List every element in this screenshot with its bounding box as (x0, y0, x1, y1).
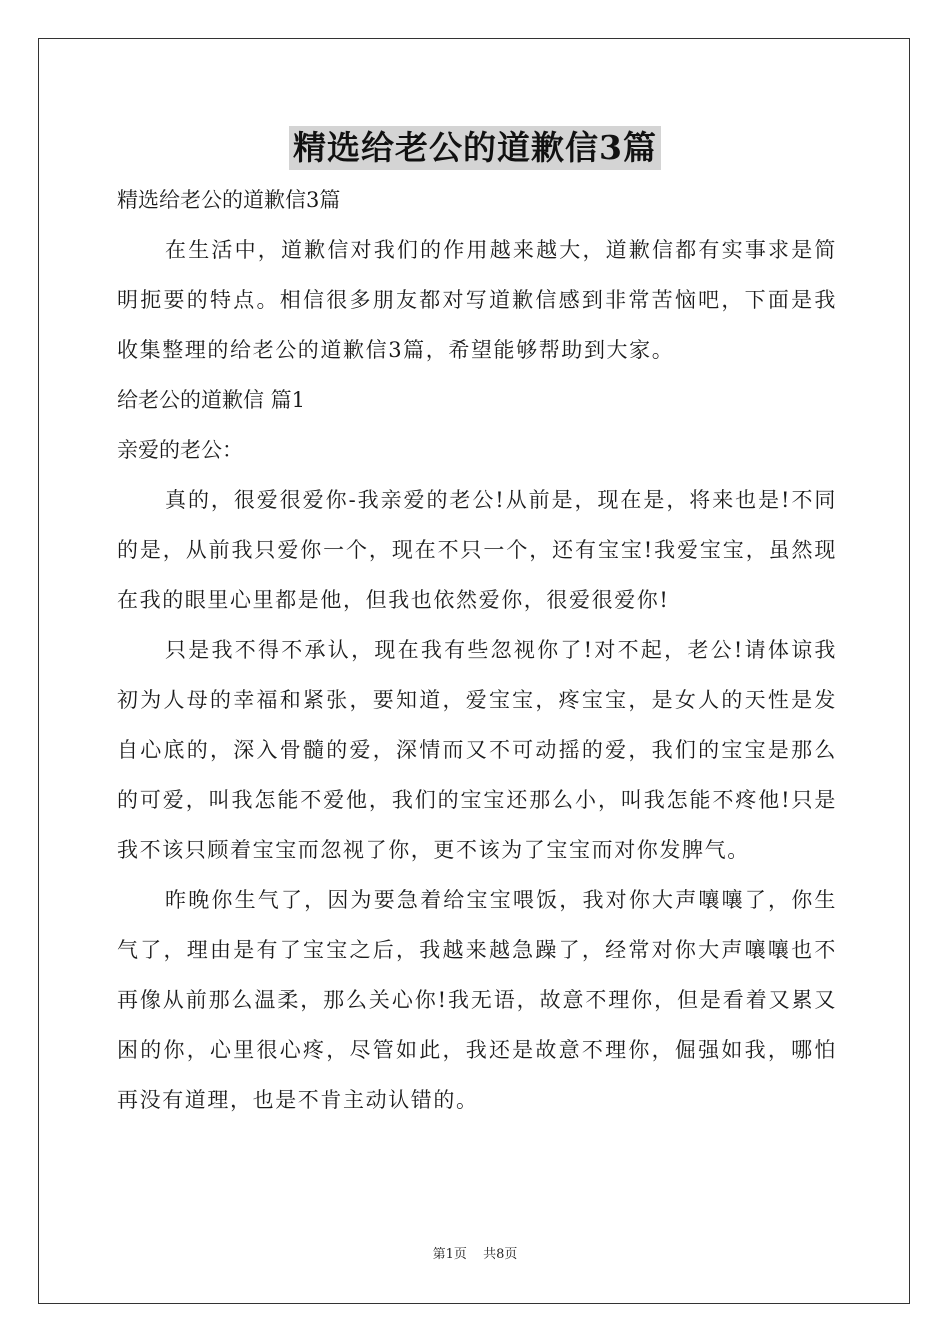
page-footer (0, 1243, 950, 1262)
body-paragraph-1: 真的，很爱很爱你-我亲爱的老公!从前是，现在是，将来也是!不同的是，从前我只爱你一个，现在不只一个，还有宝宝!我爱宝宝，虽然现在我的眼里心里都是他，但我也依然爱你，很爱很爱你! (117, 488, 837, 612)
document-title: 精选给老公的道歉信3篇 (289, 126, 661, 170)
total-pages: 共8页 (483, 1247, 518, 1262)
intro-paragraph: 在生活中，道歉信对我们的作用越来越大，道歉信都有实事求是简明扼要的特点。相信很多朋友都对写道歉信感到非常苦恼吧，下面是我收集整理的给老公的道歉信3篇，希望能够帮助到大家。 (117, 238, 837, 362)
body-paragraph-2: 只是我不得不承认，现在我有些忽视你了!对不起，老公!请体谅我初为人母的幸福和紧张，要知道，爱宝宝，疼宝宝，是女人的天性是发自心底的，深入骨髓的爱，深情而又不可动摇的爱，我们的宝宝是那么的可爱，叫我怎能不爱他，我们的宝宝还那么小，叫我怎能不疼他!只是我不该只顾着宝宝而忽视了你，更不该为了宝宝而对你发脾气。 (117, 638, 837, 862)
title-area (0, 126, 950, 170)
section-heading: 给老公的道歉信 篇1 (117, 388, 306, 412)
page-number: 第1页 (432, 1247, 467, 1262)
body-paragraph-3: 昨晚你生气了，因为要急着给宝宝喂饭，我对你大声嚷嚷了，你生气了，理由是有了宝宝之后，我越来越急躁了，经常对你大声嚷嚷也不再像从前那么温柔，那么关心你!我无语，故意不理你，但是看着又累又困的你，心里很心疼，尽管如此，我还是故意不理你，倔强如我，哪怕再没有道理，也是不肯主动认错的。 (117, 888, 837, 1112)
document-body (117, 175, 837, 1125)
salutation: 亲爱的老公： (117, 438, 243, 462)
document-subtitle: 精选给老公的道歉信3篇 (117, 188, 341, 212)
